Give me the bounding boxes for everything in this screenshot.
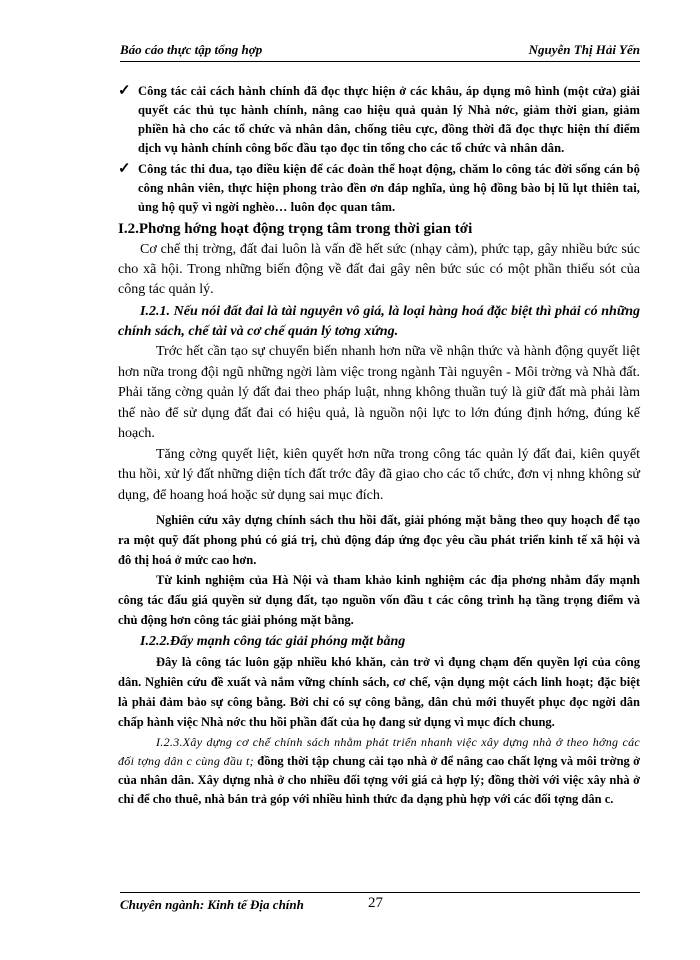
body-paragraph: Tăng cờng quyết liệt, kiên quyết hơn nữa trong công tác quản lý đất đai, kiên quyết thu hồi, xử lý đất những diện tích đất trớc đây đã giao cho các tổ chức, đơn vị nhng không sử dụng, để hoang hoá hoặc sử dụng sai mục đích. (118, 446, 640, 503)
body-paragraph: Trớc hết cần tạo sự chuyển biến nhanh hơn nữa về nhận thức và hành động quyết liệt hơn nữa trong đội ngũ những ngời làm việc trong ngành Tài nguyên - Môi trờng và Nhà đất. Phải tăng cờng quản lý đất đai theo pháp luật, nhng không thuần tuý là giữ đất mà phải làm thế nào để sử dụng đất đai có hiệu quả, là nguồn nội lực to lớn đúng định hớng, đúng kế hoạch. (118, 344, 640, 441)
check-bullet-item (118, 160, 640, 217)
page-footer (120, 892, 640, 914)
header-author-name: Nguyễn Thị Hải Yến (528, 42, 640, 57)
page-header (120, 40, 640, 62)
subheading-2: I.2.2.Đẩy mạnh công tác giải phóng mặt bằng (140, 634, 406, 649)
bold-paragraph: Nghiên cứu xây dựng chính sách thu hồi đất, giải phóng mặt bằng theo quy hoạch để tạo ra một quỹ đất phong phú có giá trị, chủ động đáp ứng đọc yêu cầu phát triển kinh tế xã hội và đô thị hoá ở mức cao hơn. (118, 513, 640, 567)
section-heading: I.2.Phơng hớng hoạt động trọng tâm trong thời gian tới (118, 221, 473, 237)
subheading-3: I.2.3.Xây dựng cơ chế chính sách nhằm phát triển nhanh việc xây dựng nhà ở theo hớng các đối tợng dân c cùng đầu t; (118, 735, 640, 768)
checkmark-icon: ✓ (118, 161, 131, 177)
header-report-title: Báo cáo thực tập tổng hợp (120, 42, 263, 57)
bullet-text: Công tác thi đua, tạo điều kiện để các đoàn thể hoạt động, chăm lo công tác đời sống cán bộ công nhân viên, thực hiện phong trào đền ơn đáp nghĩa, ủng hộ đồng bào bị lũ lụt thiên tai, ủng hộ quỹ vì ngời nghèo… luôn đọc quan tâm. (138, 162, 640, 214)
bold-paragraph: Đây là công tác luôn gặp nhiều khó khăn, cản trở vì đụng chạm đến quyền lợi của công dân. Nghiên cứu đề xuất và nắm vững chính sách, cơ chế, vận dụng một cách linh hoạt; đặc biệt là phải đảm bảo sự công bằng. Bởi chỉ có sự công bằng, dân chủ mới thuyết phục đọc ngời dân chấp hành việc Nhà nớc thu hồi phần đất của họ đang sử dụng vì mục đích chung. (118, 655, 640, 729)
footer-specialization: Chuyên ngành: Kinh tế Địa chính (120, 897, 304, 912)
intro-paragraph: Cơ chế thị trờng, đất đai luôn là vấn đề hết sức (nhạy cảm), phức tạp, gây nhiều bức súc cho xã hội. Trong những biến động về đất đai gây nên bức súc có một phần thiếu sót của công tác quản lý. (118, 242, 640, 297)
checkmark-icon: ✓ (118, 83, 131, 99)
paragraph-text: đồng thời tập chung cải tạo nhà ở để nâng cao chất lợng và môi trờng ở của nhân dân. Xây dựng nhà ở cho nhiều đối tợng với giá cả hợp lý; đồng thời với việc xây nhà ở chỉ để cho thuê, nhà bán trả góp với nhiều hình thức đa dạng phù hợp với các đối tợng dân c. (118, 754, 641, 806)
document-body (118, 82, 640, 809)
subheading-1: I.2.1. Nếu nói đất đai là tài nguyên vô giá, là loại hàng hoá đặc biệt thì phải có những chính sách, chế tài và cơ chế quản lý tơng xứng. (118, 304, 640, 339)
check-bullet-item (118, 82, 640, 158)
mixed-paragraph (118, 733, 640, 809)
page-number: 27 (368, 895, 383, 911)
bullet-text: Công tác cải cách hành chính đã đọc thực hiện ở các khâu, áp dụng mô hình (một cửa) giải quyết các thủ tục hành chính, nâng cao hiệu quả quản lý Nhà nớc, giảm thời gian, giảm phiền hà cho các tổ chức và nhân dân, chống tiêu cực, đồng thời đã đọc thực hiện thí điểm dịch vụ hành chính công bốc đầu tạo đọc tin tổng cho các tổ chức và nhân dân. (138, 84, 640, 155)
bold-paragraph: Từ kinh nghiệm của Hà Nội và tham khảo kinh nghiệm các địa phơng nhằm đẩy mạnh công tác đấu giá quyền sử dụng đất, tạo nguồn vốn đầu t các công trình hạ tầng trọng điểm và chủ động hơn công tác giải phóng mặt bằng. (118, 573, 640, 627)
